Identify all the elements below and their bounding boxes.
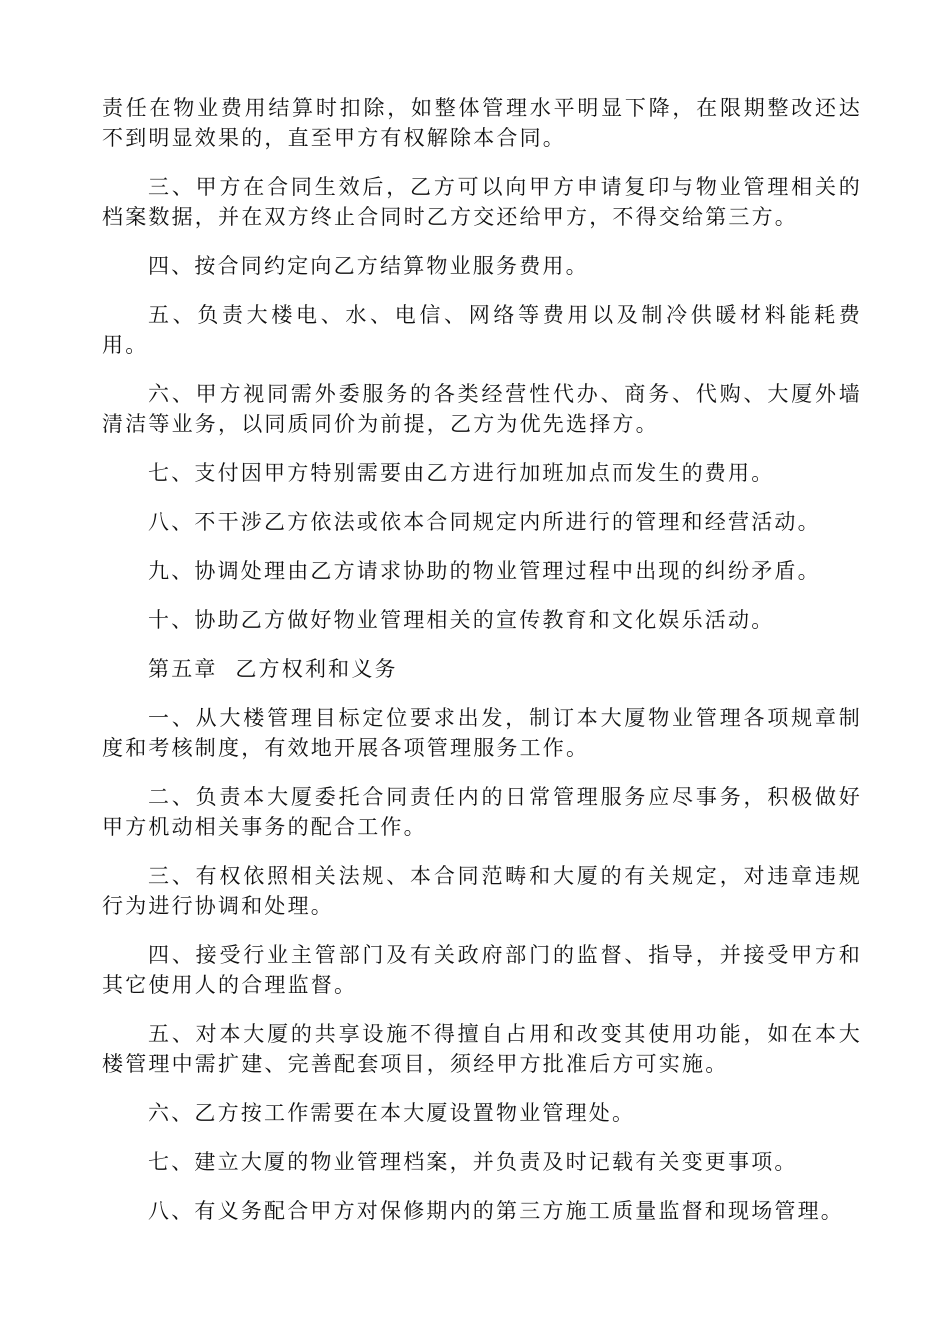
chapter-heading: 第五章 乙方权利和义务 bbox=[148, 657, 398, 681]
paragraph-clause-3: 三、甲方在合同生效后，乙方可以向甲方申请复印与物业管理相关的档案数据，并在双方终止合同时乙方交还给甲方，不得交给第三方。 bbox=[102, 175, 862, 229]
paragraph-clause-5: 五、负责大楼电、水、电信、网络等费用以及制冷供暖材料能耗费用。 bbox=[102, 303, 862, 357]
chapter-clause-3: 三、有权依照相关法规、本合同范畴和大厦的有关规定，对违章违规行为进行协调和处理。 bbox=[102, 864, 862, 918]
document-body bbox=[102, 93, 862, 1245]
chapter-clause-5: 五、对本大厦的共享设施不得擅自占用和改变其使用功能，如在本大楼管理中需扩建、完善配套项目，须经甲方批准后方可实施。 bbox=[102, 1022, 862, 1076]
paragraph-clause-8: 八、不干涉乙方依法或依本合同规定内所进行的管理和经营活动。 bbox=[148, 510, 821, 534]
chapter-clause-8: 八、有义务配合甲方对保修期内的第三方施工质量监督和现场管理。 bbox=[148, 1199, 844, 1223]
chapter-clause-2: 二、负责本大厦委托合同责任内的日常管理服务应尽事务，积极做好甲方机动相关事务的配合工作。 bbox=[102, 785, 862, 839]
paragraph-continuation: 责任在物业费用结算时扣除，如整体管理水平明显下降，在限期整改还达不到明显效果的，直至甲方有权解除本合同。 bbox=[102, 96, 862, 150]
paragraph-clause-9: 九、协调处理由乙方请求协助的物业管理过程中出现的纠纷矛盾。 bbox=[148, 559, 821, 583]
chapter-clause-1: 一、从大楼管理目标定位要求出发，制订本大厦物业管理各项规章制度和考核制度，有效地开展各项管理服务工作。 bbox=[102, 706, 862, 760]
paragraph-clause-6: 六、甲方视同需外委服务的各类经营性代办、商务、代购、大厦外墙清洁等业务，以同质同价为前提，乙方为优先选择方。 bbox=[102, 382, 862, 436]
paragraph-clause-7: 七、支付因甲方特别需要由乙方进行加班加点而发生的费用。 bbox=[148, 461, 775, 485]
paragraph-clause-4: 四、按合同约定向乙方结算物业服务费用。 bbox=[148, 254, 589, 278]
chapter-clause-6: 六、乙方按工作需要在本大厦设置物业管理处。 bbox=[148, 1101, 636, 1125]
chapter-clause-7: 七、建立大厦的物业管理档案，并负责及时记载有关变更事项。 bbox=[148, 1150, 798, 1174]
chapter-clause-4: 四、接受行业主管部门及有关政府部门的监督、指导，并接受甲方和其它使用人的合理监督。 bbox=[102, 943, 862, 997]
paragraph-clause-10: 十、协助乙方做好物业管理相关的宣传教育和文化娱乐活动。 bbox=[148, 608, 775, 632]
